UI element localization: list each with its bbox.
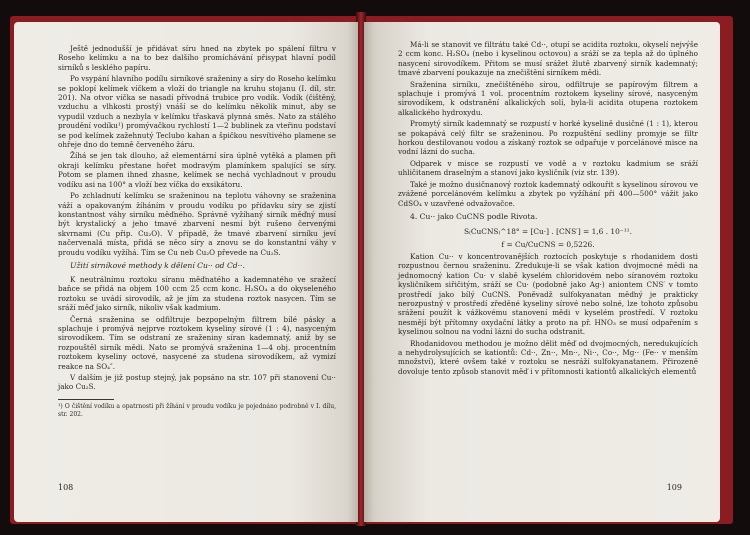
left-paragraph: V dalším je již postup stejný, jak popsáno na str. 107 při stanovení Cu·· jako Cu₂S. <box>58 373 336 392</box>
right-paragraph: Promytý sirník kademnatý se rozpustí v horké kyselině dusičné (1 : 1), kterou se pokapává celý filtr se sraženinou. Po rozpuštění sedliny promyje se filtr horkou destilovanou vodou a získaný roztok se odpařuje v porcelánové misce na vodní lázni do sucha. <box>398 119 698 157</box>
right-page <box>364 22 720 522</box>
left-paragraph: Po vsypání hlavního podílu sirníkové sraženiny a síry do Roseho kelímku se poklopí kelímek víčkem a vloží do triangle na kruhu stojanu (I. díl, str. 201). Na otvor víčka se nasadí přívodná trubice pro vodík. Vodík (čištěný, vzduchu a vlhkosti prostý) vnáší se do kelímku několik minut, aby se vypudil vzduch a nezbyla v kelímku třaskavá plynná směs. Nato za stálého proudění vodíku¹) promývačkou rychlostí 1—2 bublinek za vteřinu podstaví se pod kelímek zažehnutý Teclubo kahan a špičkou nesvítivého plamene se ohřeje dno do temně červeného žáru. <box>58 74 336 150</box>
section-heading: 4. Cu·· jako CuCNS podle Rivota. <box>410 211 538 221</box>
left-paragraph: Žíhá se jen tak dlouho, až elementární síra úplně vytěká a plamen při okraji kelímku přestane hořet modravým plamínkem spalující se síry. Potom se plamen ihned zhasne, kelímek se nechá vychladnout v proudu vodíku asi na 100° a vloží bez víčka do exsikátoru. <box>58 151 336 189</box>
left-paragraph: Ještě jednodušší je přidávat síru hned na zbytek po spálení filtru v Roseho kelímku a na to bez dalšího promíchávání přisypat hlavní podíl sirníků s lesklého papíru. <box>58 44 336 72</box>
left-paragraph: Po zchladnutí kelímku se sraženinou na teplotu váhovny se sraženina váží a opakovaným žíháním v proudu vodíku po přídavku síry se zjistí konstantnost váhy sirníku měďného. Správně vyžíhaný sirník měďný musí být krystalický a jeho tmavé zbarvení nesmí být rušeno červenými skvrnami (Cu přip. Cu₂O). V případě, že tmavé zbarvení sirníku jeví načervenalá místa, přidá se něco síry a znovu se do konstantní váhy v proudu vodíku vyžíhá. Tím se Cu neb Cu₂O převede na Cu₂S. <box>58 191 336 257</box>
page-number: 109 <box>666 483 682 492</box>
right-paragraph: Kation Cu·· v koncentrovanějších roztocích poskytuje s rhodanidem dosti rozpustnou černou sraženinu. Zredukuje-li se však kation dvojmocné mědi na jednomocný kation Cu· v slabě kyselém chloridovém nebo síranovém roztoku kysličníkem siřičitým, sráží se Cu· (podobně jako Ag·) aniontem CNS′ v tomto prostředí jako bílý CuCNS. Poněvadž sulfokyanatan měďný je prakticky nerozpustný v prostředí zředěné kyseliny sírové nebo solné, lze tohoto způsobu srážení použít k vážkovému stanovení mědi v kyselém prostředí. V roztoku nesmějí být přítomny oxydační látky a proto na př. HNO₃ se musí odpařením s kyselinou solnou na vodní lázni do sucha odstranit. <box>398 251 698 337</box>
right-paragraph: Rhodanidovou methodou je možno dělit měď od dvojmocných, neredukujících a nehydrolysujících se kationtů: Cd··, Zn··, Mn··, Ni··, Co··, Mg·· (Fe·· v menším množství), které ovšem také v roztoku se nesráží sulfokyanatanem. Přirozeně dovoluje tento způsob stanovit měď i v přítomnosti kationtů alkalických elementů <box>398 338 698 376</box>
right-paragraph: Odparek v misce se rozpustí ve vodě a v roztoku kadmium se sráží uhličitanem draselným a stanoví jako kysličník (viz str. 139). <box>398 158 698 178</box>
left-paragraph: Černá sraženina se odfiltruje bezpopelným filtrem bílé pásky a splachuje i promývá nejprve roztokem kyseliny sírové (1 : 4), nasyceným sirovodíkem. Tím se odstraní ze sraženiny síran kademnatý, aniž by se rozpouštěl sirník mědi. Nato se promývá sraženina 1—4 obj. procentním roztokem kyseliny octové, nasycené za studena sirovodíkem, až vymizí reakce na SO₄″. <box>58 314 336 371</box>
formula: f = Cu/CuCNS = 0,5226. <box>501 239 595 249</box>
right-paragraph: Má-li se stanovit ve filtrátu také Cd··, otupí se acidita roztoku, okyselí nejvýše 2 ccm konc. H₂SO₄ (nebo i kyselinou octovou) a sráží se za tepla až do úplného nasycení sirovodíkem. Přitom se musí srážet žlutě zbarvený sirník kademnatý; tmavé zbarvení poukazuje na znečištění sirníkem mědi. <box>398 40 698 78</box>
page-number: 108 <box>58 483 74 492</box>
left-paragraph: K neutrálnímu roztoku síranu měďnatého a kademnatého ve sražecí baňce se přidá na objem 100 ccm 25 ccm konc. H₂SO₄ a do okyseleného roztoku se uvádí sirovodík, až je jím za studena roztok nasycen. Tím se sráží měď jako sirník, nikoliv však kadmium. <box>58 274 336 313</box>
section-heading: Užití sirníkové methody k dělení Cu·· od Cd··. <box>70 260 245 270</box>
right-paragraph: Také je možno dusičnanový roztok kademnatý odkouřit s kyselinou sírovou ve zvážené porcelánovém kelímku a zbytek po vyžíhání při 400—500° vážit jako CdSO₄ v uzavřené odvažovačce. <box>398 179 698 208</box>
footnote: ¹) O čištění vodíku a opatrnosti při žíhání v proudu vodíku je pojednáno podrobně v I. dílu, str. 202. <box>58 402 336 418</box>
left-page <box>14 22 358 522</box>
formula: S₍CuCNS₎^18° = [Cu·] . [CNS′] = 1,6 . 10⁻¹¹. <box>464 226 632 236</box>
right-paragraph: Sraženina sirníku, znečištěného sírou, odfiltruje se papírovým filtrem a splachuje i promývá 1 vol. procentním roztokem kyseliny sírové, nasyceným sirovodíkem, k odstranění alkalických solí, byla-li acidita otupena roztokem alkalického hydroxydu. <box>398 79 698 117</box>
footnote-divider <box>58 399 114 400</box>
